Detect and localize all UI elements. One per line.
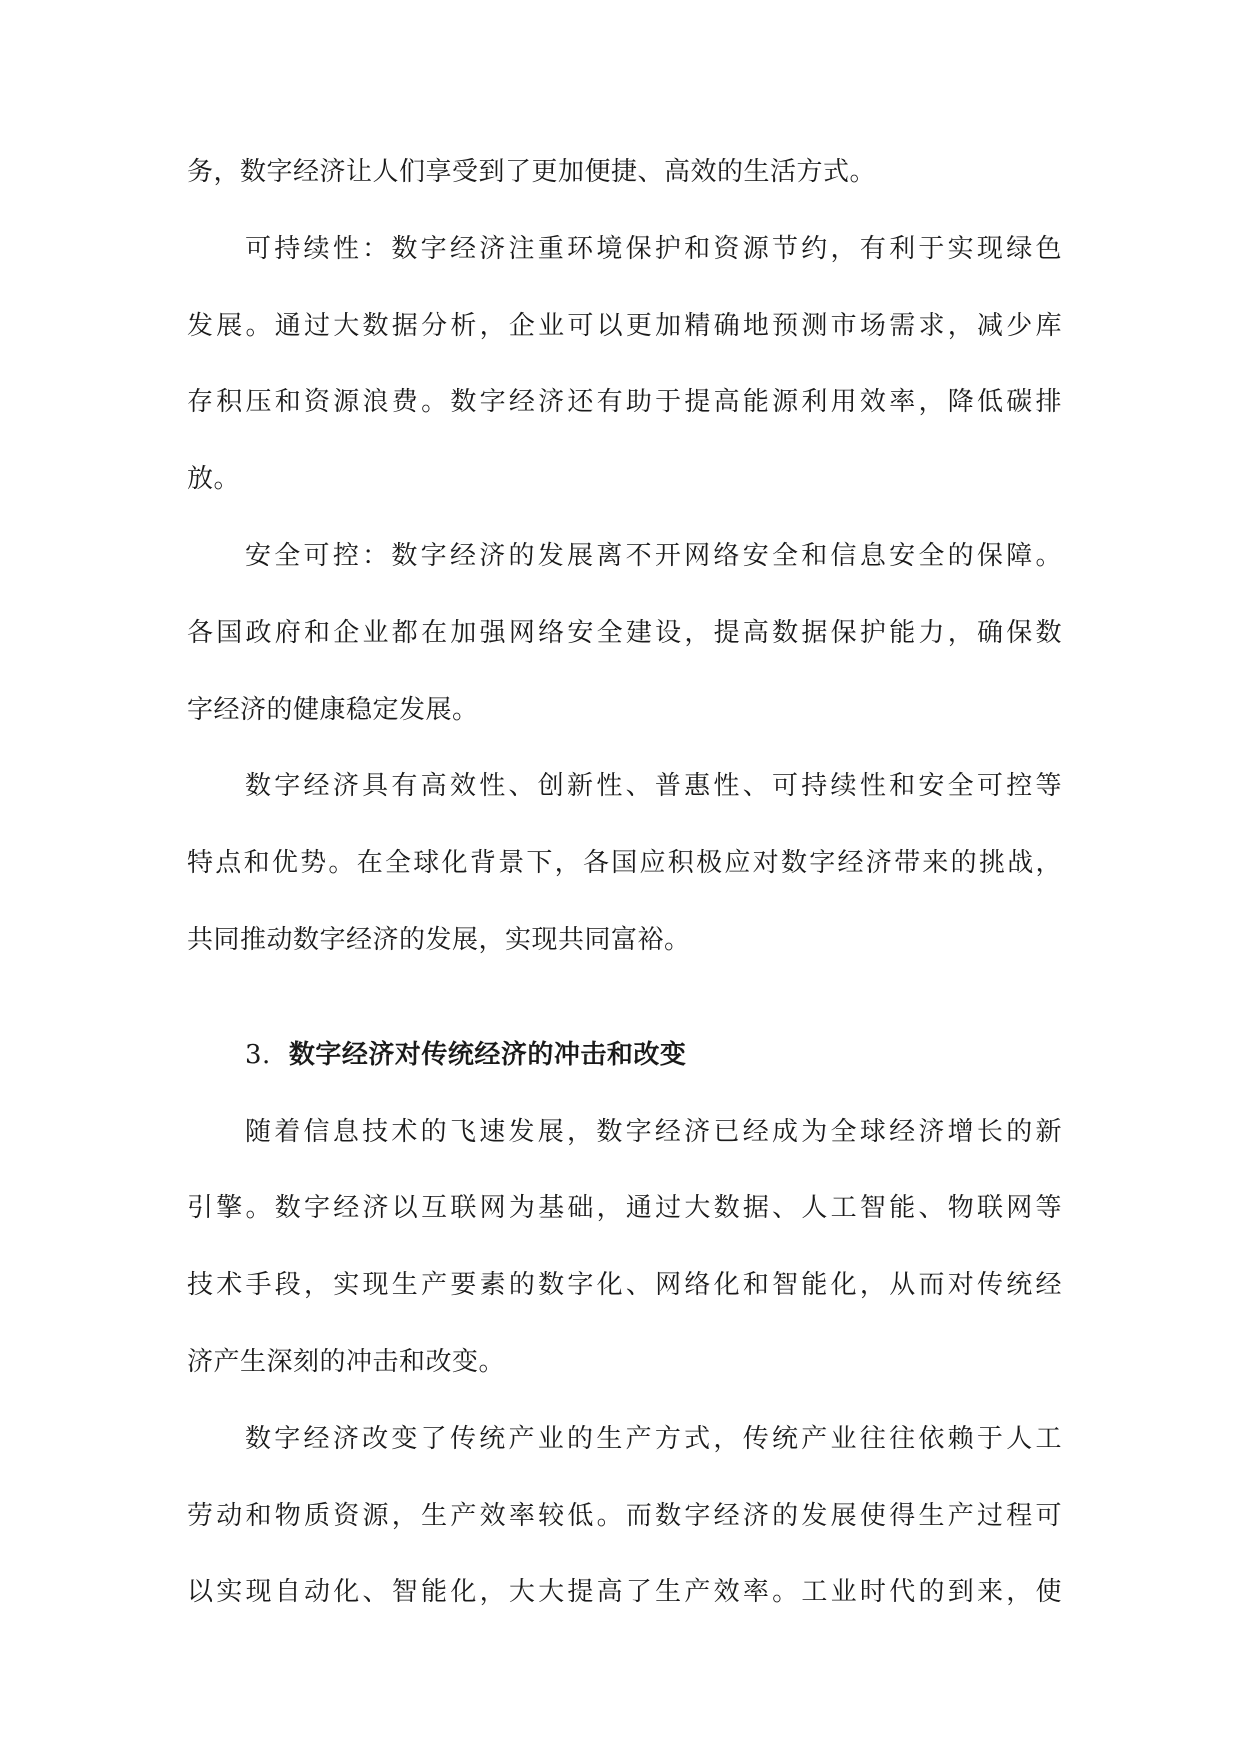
paragraph-intro xyxy=(187,1094,1062,1401)
paragraph-summary xyxy=(187,748,1062,978)
paragraph-security xyxy=(187,518,1062,748)
paragraph-production xyxy=(187,1401,1062,1631)
text-line: 字经济的健康稳定发展。 xyxy=(187,694,479,725)
text-line: 放。 xyxy=(187,464,241,495)
section-number: 3. xyxy=(245,1039,271,1070)
text-line: 随着信息技术的飞速发展，数字经济已经成为全球经济增长的新 xyxy=(245,1116,1062,1147)
paragraph-sustainability xyxy=(187,211,1062,518)
text-line: 引擎。数字经济以互联网为基础，通过大数据、人工智能、物联网等 xyxy=(187,1193,1062,1224)
paragraph-continuation xyxy=(187,134,1062,211)
text-line: 务，数字经济让人们享受到了更加便捷、高效的生活方式。 xyxy=(187,157,877,187)
section-title: 数字经济对传统经济的冲击和改变 xyxy=(288,1039,687,1070)
section-heading xyxy=(187,1017,1062,1094)
text-line: 存积压和资源浪费。数字经济还有助于提高能源利用效率，降低碳排 xyxy=(187,387,1062,418)
text-line: 劳动和物质资源，生产效率较低。而数字经济的发展使得生产过程可 xyxy=(187,1500,1062,1531)
text-line: 以实现自动化、智能化，大大提高了生产效率。工业时代的到来，使 xyxy=(187,1577,1062,1608)
text-line: 安全可控：数字经济的发展离不开网络安全和信息安全的保障。 xyxy=(245,540,1062,571)
document-body xyxy=(187,134,1062,1631)
text-line: 特点和优势。在全球化背景下，各国应积极应对数字经济带来的挑战， xyxy=(187,848,1062,879)
text-line: 发展。通过大数据分析，企业可以更加精确地预测市场需求，减少库 xyxy=(187,310,1062,341)
text-line: 济产生深刻的冲击和改变。 xyxy=(187,1346,506,1377)
text-line: 各国政府和企业都在加强网络安全建设，提高数据保护能力，确保数 xyxy=(187,617,1062,648)
text-line: 可持续性：数字经济注重环境保护和资源节约，有利于实现绿色 xyxy=(245,233,1062,264)
text-line: 数字经济改变了传统产业的生产方式，传统产业往往依赖于人工 xyxy=(245,1423,1062,1454)
text-line: 数字经济具有高效性、创新性、普惠性、可持续性和安全可控等 xyxy=(245,771,1062,802)
text-line: 共同推动数字经济的发展，实现共同富裕。 xyxy=(187,924,691,955)
text-line: 技术手段，实现生产要素的数字化、网络化和智能化，从而对传统经 xyxy=(187,1270,1062,1301)
